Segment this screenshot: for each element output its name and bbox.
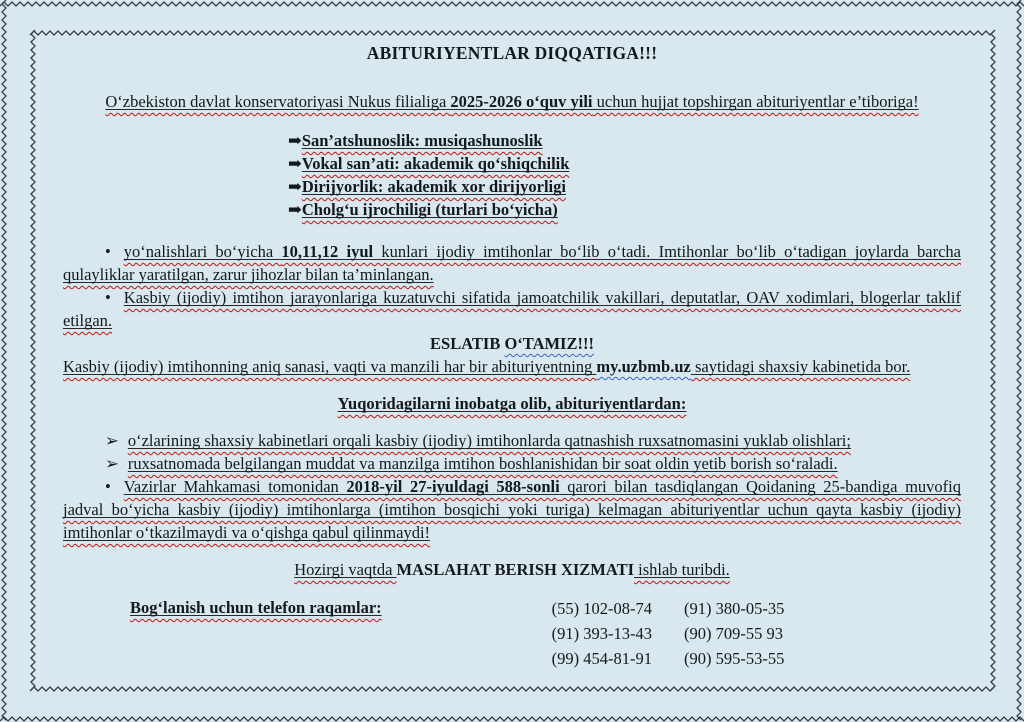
- bullet-icon: •: [105, 288, 111, 307]
- phone-number: (90) 595-53-55: [684, 649, 785, 668]
- direction-item-label: Dirijyorlik: akademik xor dirijyorligi: [301, 177, 566, 196]
- decree-reference: 2018-yil 27-iyuldagi 588-sonli: [346, 477, 560, 496]
- arrowhead-bullet-icon: ➢: [105, 431, 119, 450]
- reminder-heading: ESLATIB O‘TAMIZ!!!: [430, 334, 594, 353]
- phone-number: (91) 380-05-35: [684, 599, 785, 618]
- reminder-paragraph: Kasbiy (ijodiy) imtihonning aniq sanasi, vaqti va manzili har bir abituriyentning my.uzbmb.uz saytidagi shaxsiy kabinetida bor.: [63, 357, 911, 376]
- instructions-heading: Yuqoridagilarni inobatga olib, abituriyentlardan:: [337, 394, 687, 413]
- bullet-icon: •: [105, 477, 111, 496]
- arrow-right-icon: ➡: [288, 177, 302, 196]
- phone-number: (99) 454-81-91: [551, 649, 653, 668]
- intro-pre: O‘zbekiston davlat konservatoriyasi Nukus filialiga: [105, 92, 451, 111]
- direction-item: [288, 129, 961, 152]
- instruction-item: ➢ ruxsatnomada belgilangan muddat va manzilga imtihon boshlanishidan bir soat oldin yetib borish so‘raladi.: [105, 454, 838, 473]
- arrow-right-icon: ➡: [288, 154, 302, 173]
- direction-item-label: Vokal san’ati: akademik qo‘shiqchilik: [301, 154, 570, 173]
- arrow-right-icon: ➡: [288, 200, 302, 219]
- intro-academic-year: 2025-2026 o‘quv yili: [450, 92, 593, 111]
- exam-dates: 10,11,12 iyul: [281, 242, 374, 261]
- service-line: Hozirgi vaqtda MASLAHAT BERISH XIZMATI ishlab turibdi.: [294, 560, 730, 579]
- instruction-item: ➢ o‘zlarining shaxsiy kabinetlari orqali kasbiy (ijodiy) imtihonlarda qatnashish ruxsatnomasini yuklab olishlari;: [105, 431, 851, 450]
- reminder-heading-marked: O‘TAMIZ!!!: [504, 334, 594, 353]
- uzbmb-site-link: my.uzbmb.uz: [596, 357, 691, 376]
- contact-section: [63, 596, 961, 671]
- direction-item: [288, 198, 961, 221]
- intro-paragraph: [63, 90, 961, 113]
- warning-paragraph: • Vazirlar Mahkamasi tomonidan 2018-yil 27-iyuldagi 588-sonli qarori bilan tasdiqlangan Qoidaning 25-bandiga muvofiq jadval bo‘yicha kasbiy (ijodiy) imtihonlarga (imtihon bosqichi yoki turiga) kelmagan abituriyentlar uchun qayta kasbiy (ijodiy) imtihonlar o‘tkazilmaydi va o‘qishga qabul qilinmaydi!: [63, 477, 961, 542]
- phone-number: (91) 393-13-43: [551, 624, 653, 643]
- direction-item-label: San’atshunoslik: musiqashunoslik: [301, 131, 543, 150]
- directions-list: [288, 129, 961, 221]
- bullet-icon: •: [105, 242, 111, 261]
- direction-item-label: Cholg‘u ijrochiligi (turlari bo‘yicha): [301, 200, 558, 219]
- page-title: ABITURIYENTLAR DIQQATIGA!!!: [366, 43, 658, 63]
- exam-schedule-note: • yo‘nalishlari bo‘yicha 10,11,12 iyul kunlari ijodiy imtihonlar bo‘lib o‘tadi. Imtihonlar bo‘lib o‘tadigan joylarda barcha qulayliklar yaratilgan, zarur jihozlar bilan ta’minlangan.: [63, 242, 961, 284]
- contact-label: Bog‘lanish uchun telefon raqamlar:: [130, 598, 382, 617]
- observers-note: • Kasbiy (ijodiy) imtihon jarayonlariga kuzatuvchi sifatida jamoatchilik vakillari, deputatlar, OAV xodimlari, blogerlar taklif etilgan.: [63, 288, 961, 330]
- direction-item: [288, 152, 961, 175]
- phone-list: [552, 596, 785, 671]
- direction-item: [288, 175, 961, 198]
- service-name: MASLAHAT BERISH XIZMATI: [396, 560, 634, 579]
- arrow-right-icon: ➡: [288, 131, 302, 150]
- phone-number: (90) 709-55 93: [684, 624, 783, 643]
- arrowhead-bullet-icon: ➢: [105, 454, 119, 473]
- intro-post: uchun hujjat topshirgan abituriyentlar e’tiboriga!: [592, 92, 919, 111]
- phone-number: (55) 102-08-74: [551, 599, 653, 618]
